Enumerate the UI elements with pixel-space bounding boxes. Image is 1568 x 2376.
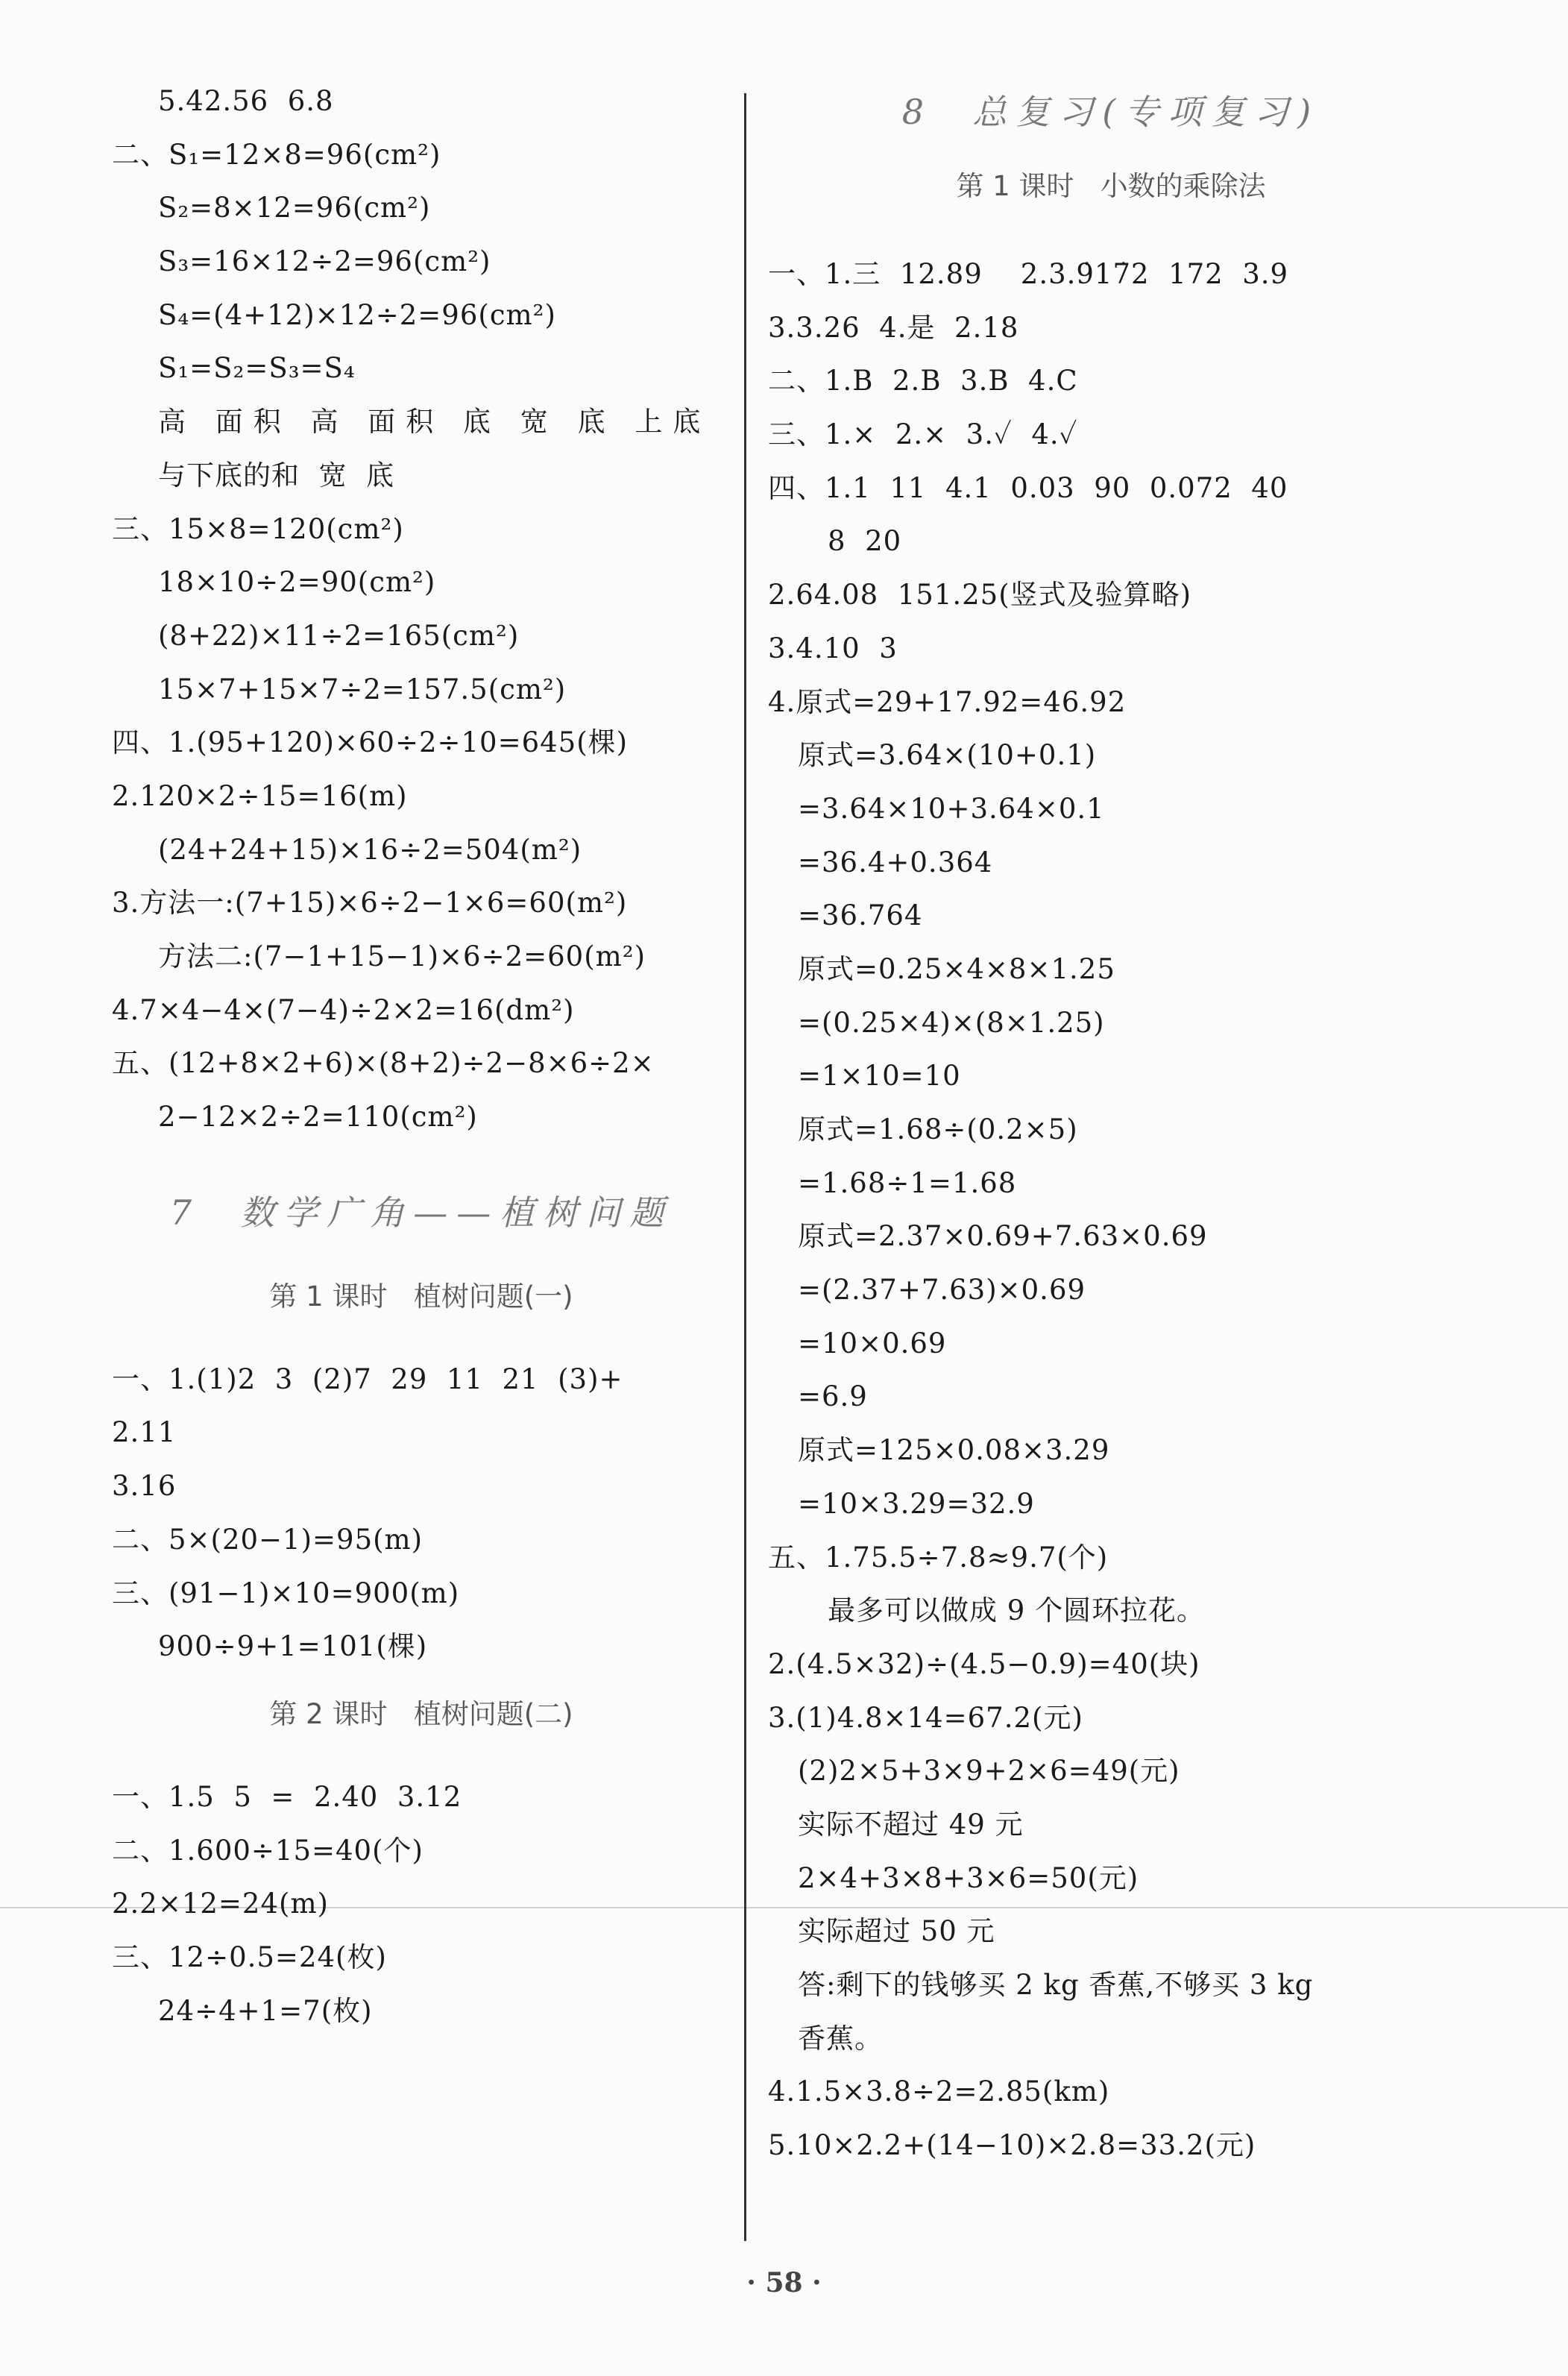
answer-line: 四、1.(95+120)×60÷2÷10=645(棵) <box>112 726 629 759</box>
answer-line: =1.68÷1=1.68 <box>798 1166 1017 1199</box>
right-column <box>768 75 1454 2172</box>
lesson-1-title: 第 1 课时 植树问题(一) <box>269 1280 573 1313</box>
answer-line: =6.9 <box>798 1380 868 1413</box>
answer-line: 一、1.三 12.89 2.3.9̇17̇2 172 3.9 <box>768 258 1289 290</box>
answer-line: =3.64×10+3.64×0.1 <box>798 792 1105 825</box>
answer-line: 原式=2.37×0.69+7.63×0.69 <box>798 1220 1208 1253</box>
answer-line: (2)2×5+3×9+2×6=49(元) <box>798 1755 1180 1788</box>
answer-line: 三、12÷0.5=24(枚) <box>112 1940 387 1973</box>
answer-line: 三、1.× 2.× 3.✓ 4.✓ <box>768 418 1078 451</box>
answer-line: 3.方法一:(7+15)×6÷2−1×6=60(m²) <box>112 887 628 920</box>
answer-line: 五、1.75.5÷7.8≈9.7(个) <box>768 1541 1109 1574</box>
answer-line: 五、(12+8×2+6)×(8+2)÷2−8×6÷2× <box>112 1047 655 1080</box>
answer-line: 四、1.1 11 4.1 0.03 90 0.072 40 <box>768 471 1288 504</box>
lesson-2-title: 第 2 课时 植树问题(二) <box>269 1697 573 1730</box>
answer-line: 原式=0.25×4×8×1.25 <box>798 952 1115 985</box>
answer-line: 原式=1.68÷(0.2×5) <box>798 1113 1078 1145</box>
answer-line: =(2.37+7.63)×0.69 <box>798 1274 1086 1307</box>
answer-line: 三、15×8=120(cm²) <box>112 512 404 545</box>
answer-line: =36.764 <box>798 899 923 932</box>
lesson-1-title: 第 1 课时 小数的乘除法 <box>956 170 1266 202</box>
answer-line: 15×7+15×7÷2=157.5(cm²) <box>158 673 567 705</box>
chapter-7-title: 7 数学广角——植树问题 <box>169 1192 673 1233</box>
answer-line: 一、1.5 5 = 2.40 3.12 <box>112 1780 462 1813</box>
answer-line: =10×0.69 <box>798 1327 947 1360</box>
answer-line: 高 面积 高 面积 底 宽 底 上底 <box>158 406 711 439</box>
answer-line: 2.(4.5×32)÷(4.5−0.9)=40(块) <box>768 1647 1200 1680</box>
answer-line: 5.42.56 6.8 <box>158 85 334 117</box>
answer-line: 三、(91−1)×10=900(m) <box>112 1577 460 1609</box>
answer-line: 实际超过 50 元 <box>798 1915 995 1948</box>
answer-line: 900÷9+1=101(棵) <box>158 1630 428 1663</box>
answer-line: 8 20 <box>828 525 902 558</box>
column-divider <box>744 93 746 2241</box>
answer-line: 一、1.(1)2 3 (2)7 29 11 21 (3)+ <box>112 1363 623 1395</box>
answer-line: 香蕉。 <box>798 2022 883 2055</box>
answer-line: 原式=3.64×(10+0.1) <box>798 739 1097 772</box>
answer-line: 答:剩下的钱够买 2 kg 香蕉,不够买 3 kg <box>798 1969 1314 2001</box>
answer-line: 二、S₁=12×8=96(cm²) <box>112 138 441 171</box>
answer-line: (24+24+15)×16÷2=504(m²) <box>158 833 582 866</box>
answer-line: 5.10×2.2+(14−10)×2.8=33.2(元) <box>768 2129 1256 2162</box>
answer-line: 原式=125×0.08×3.29 <box>798 1434 1110 1467</box>
answer-line: =1×10=10 <box>798 1060 961 1093</box>
answer-line: S₁=S₂=S₃=S₄ <box>158 352 356 385</box>
answer-line: 24÷4+1=7(枚) <box>158 1994 373 2027</box>
answer-line: 18×10÷2=90(cm²) <box>158 566 436 599</box>
answer-line: 4.7×4−4×(7−4)÷2×2=16(dm²) <box>112 993 575 1026</box>
answer-line: 2.120×2÷15=16(m) <box>112 779 408 812</box>
answer-line: 二、1.B 2.B 3.B 4.C <box>768 365 1078 397</box>
answer-line: 方法二:(7−1+15−1)×6÷2=60(m²) <box>158 940 646 972</box>
chapter-8-title: 8 总复习(专项复习) <box>901 92 1320 132</box>
answer-line: (8+22)×11÷2=165(cm²) <box>158 619 520 652</box>
answer-line: S₃=16×12÷2=96(cm²) <box>158 245 491 278</box>
answer-line: 二、1.600÷15=40(个) <box>112 1834 424 1867</box>
answer-line: 2.2×12=24(m) <box>112 1888 329 1920</box>
answer-line: 4.原式=29+17.92=46.92 <box>768 685 1127 718</box>
page-number: · 58 · <box>746 2267 822 2298</box>
answer-line: S₄=(4+12)×12÷2=96(cm²) <box>158 298 556 331</box>
answer-line: =36.4+0.364 <box>798 846 993 879</box>
answer-line: 与下底的和 宽 底 <box>158 459 395 491</box>
answer-line: =10×3.29=32.9 <box>798 1487 1035 1520</box>
answer-line: 2×4+3×8+3×6=50(元) <box>798 1861 1139 1894</box>
answer-line: 2−12×2÷2=110(cm²) <box>158 1101 478 1134</box>
answer-line: S₂=8×12=96(cm²) <box>158 192 431 224</box>
answer-line: 最多可以做成 9 个圆环拉花。 <box>828 1594 1206 1627</box>
answer-line: 3.16 <box>112 1470 177 1503</box>
answer-line: 2.64.08 151.25(竖式及验算略) <box>768 579 1192 612</box>
answer-line: 实际不超过 49 元 <box>798 1808 1024 1841</box>
answer-line: 4.1.5×3.8÷2=2.85(km) <box>768 2075 1110 2108</box>
answer-line: 3.(1)4.8×14=67.2(元) <box>768 1701 1083 1734</box>
answer-line: 2.11 <box>112 1416 177 1449</box>
answer-line: =(0.25×4)×(8×1.25) <box>798 1006 1105 1039</box>
left-column <box>112 75 731 2037</box>
answer-line: 3.3.26 4.是 2.18 <box>768 311 1019 344</box>
answer-line: 二、5×(20−1)=95(m) <box>112 1523 424 1556</box>
answer-line: 3.4.10 3 <box>768 632 898 664</box>
